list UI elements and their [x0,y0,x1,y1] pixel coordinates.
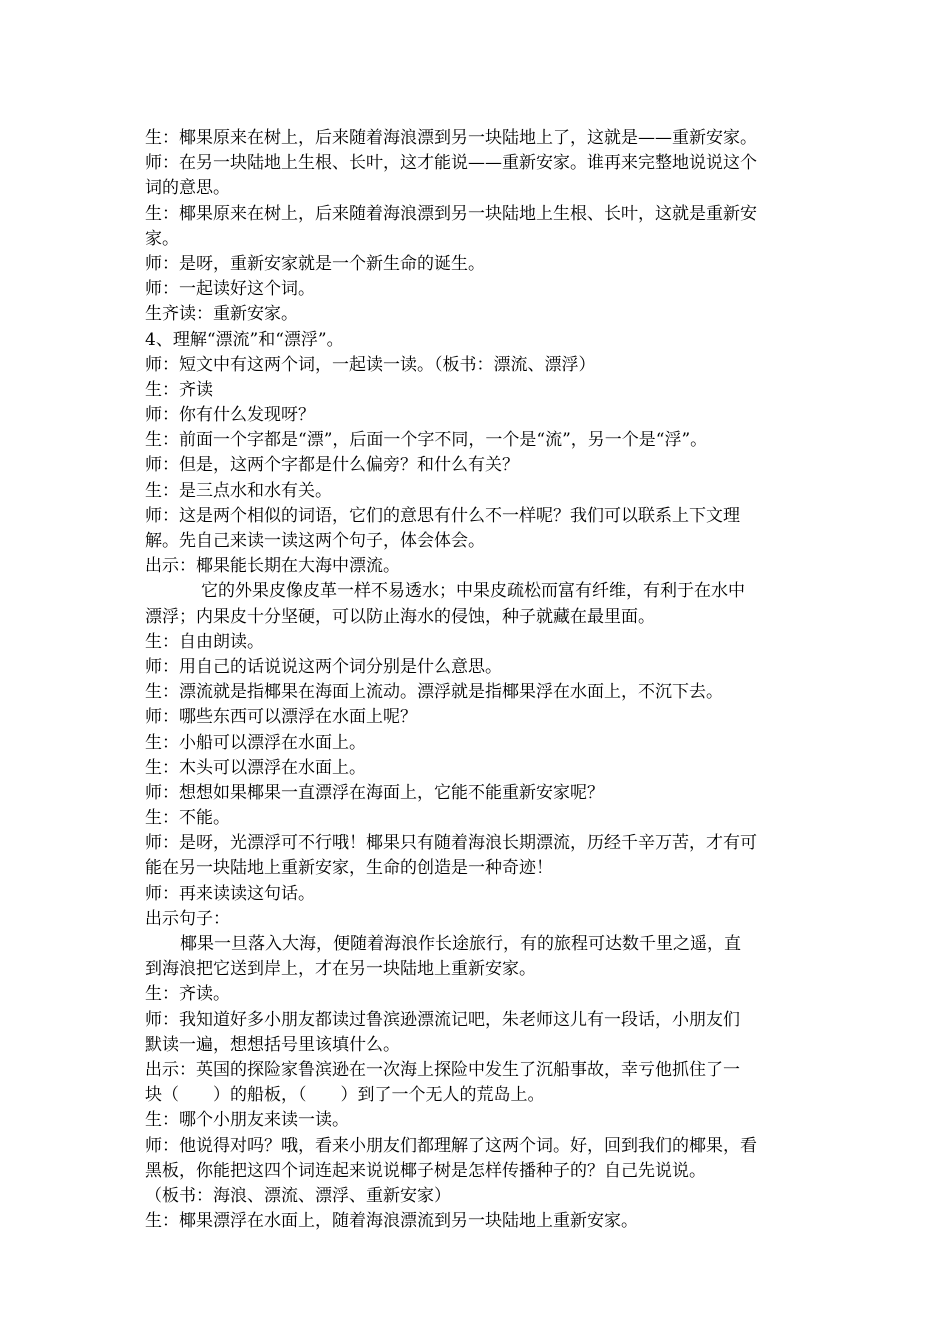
text-line: 生：齐读 [145,379,213,400]
text-line: 师：一起读好这个词。 [145,279,315,300]
text-line: 师：是呀，光漂浮可不行哦！椰果只有随着海浪长期漂流，历经千辛万苦，才有可 [145,833,757,854]
text-line: 默读一遍，想想括号里该填什么。 [145,1034,400,1055]
text-line: 生：齐读。 [145,984,230,1005]
text-line: 出示：椰果能长期在大海中漂流。 [145,556,400,577]
text-line: 师：我知道好多小朋友都读过鲁滨逊漂流记吧，朱老师这儿有一段话，小朋友们 [145,1009,740,1030]
text-line: 生：椰果原来在树上，后来随着海浪漂到另一块陆地上了，这就是——重新安家。 [145,128,757,148]
text-line: 师：这是两个相似的词语，它们的意思有什么不一样呢？我们可以联系上下文理 [145,505,740,526]
text-line: 4、理解“漂流”和“漂浮”。 [145,329,344,350]
text-line: 师：用自己的话说说这两个词分别是什么意思。 [145,656,502,677]
text-line: 解。先自己来读一读这两个句子，体会体会。 [145,531,485,551]
text-line: 家。 [145,228,179,249]
text-line: 师：你有什么发现呀？ [145,405,315,426]
text-line: 师：短文中有这两个词，一起读一读。（板书：漂流、漂浮） [145,354,596,375]
text-line: 它的外果皮像皮革一样不易透水；中果皮疏松而富有纤维，有利于在水中 [201,581,745,602]
text-line: 生：不能。 [145,808,230,829]
text-line: 生：哪个小朋友来读一读。 [145,1110,349,1131]
text-line: 师：哪些东西可以漂浮在水面上呢？ [145,707,417,728]
text-line: 漂浮；内果皮十分坚硬，可以防止海水的侵蚀，种子就藏在最里面。 [145,606,655,627]
text-line: 师：再来读读这句话。 [145,883,315,904]
text-line: 能在另一块陆地上重新安家，生命的创造是一种奇迹！ [145,858,553,879]
text-line: 师：但是，这两个字都是什么偏旁？和什么有关？ [145,455,519,476]
text-line: 出示：英国的探险家鲁滨逊在一次海上探险中发生了沉船事故，幸亏他抓住了一 [145,1059,740,1080]
text-line: 生：漂流就是指椰果在海面上流动。漂浮就是指椰果浮在水面上，不沉下去。 [145,682,723,703]
text-line: 师：是呀，重新安家就是一个新生命的诞生。 [145,253,485,274]
text-line: 生：木头可以漂浮在水面上。 [145,757,366,778]
text-line: 师：想想如果椰果一直漂浮在海面上，它能不能重新安家呢？ [145,782,604,803]
text-line: 生齐读：重新安家。 [145,304,298,325]
text-line: 生：是三点水和水有关。 [145,480,332,501]
text-line: 师：他说得对吗？哦，看来小朋友们都理解了这两个词。好，回到我们的椰果，看 [145,1135,757,1156]
text-line: 到海浪把它送到岸上，才在另一块陆地上重新安家。 [145,959,536,980]
text-line: 黑板，你能把这四个词连起来说说椰子树是怎样传播种子的？自己先说说。 [145,1160,706,1181]
text-line: 块（ ）的船板，（ ）到了一个无人的荒岛上。 [145,1085,545,1106]
text-line: 师：在另一块陆地上生根、长叶，这才能说——重新安家。谁再来完整地说说这个 [145,153,757,174]
text-line: 词的意思。 [145,178,230,199]
text-line: 生：自由朗读。 [145,631,264,652]
text-line: 出示句子： [145,908,230,929]
text-line: 生：椰果漂浮在水面上，随着海浪漂流到另一块陆地上重新安家。 [145,1211,638,1232]
text-line: 生：小船可以漂浮在水面上。 [145,732,366,753]
text-line: 椰果一旦落入大海，便随着海浪作长途旅行，有的旅程可达数千里之遥，直 [180,934,741,954]
text-line: 生：前面一个字都是“漂”，后面一个字不同，一个是“流”，另一个是“浮”。 [145,430,708,451]
document-body [145,126,815,1234]
text-line: （板书：海浪、漂流、漂浮、重新安家） [145,1185,451,1206]
text-line: 生：椰果原来在树上，后来随着海浪漂到另一块陆地上生根、长叶，这就是重新安 [145,203,757,224]
